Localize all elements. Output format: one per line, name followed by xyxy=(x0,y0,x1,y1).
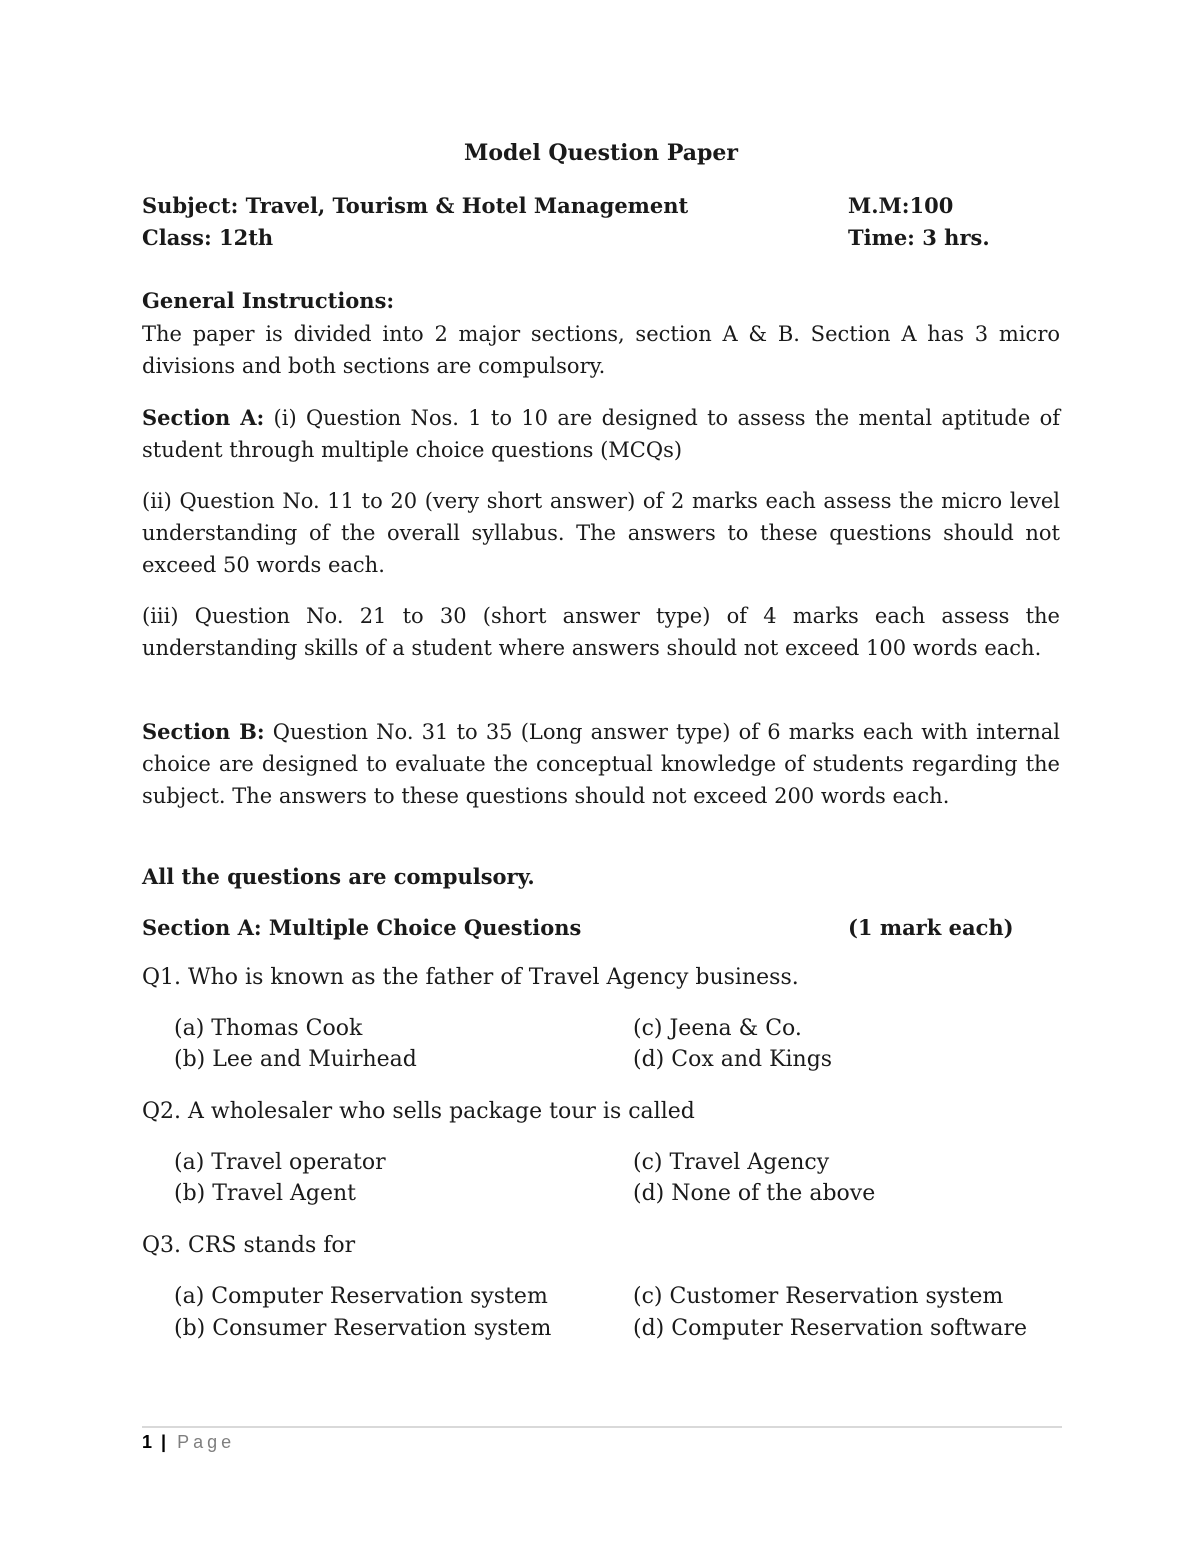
q3-option-d: (d) Computer Reservation software xyxy=(633,1316,1028,1341)
footer-separator: | xyxy=(161,1432,167,1452)
q1-option-a: (a) Thomas Cook xyxy=(174,1016,363,1041)
page-label: Page xyxy=(177,1432,236,1452)
max-marks: M.M:100 xyxy=(848,193,954,218)
section-a-instruction xyxy=(142,402,1060,466)
q1-option-b: (b) Lee and Muirhead xyxy=(174,1047,417,1072)
page-footer xyxy=(142,1432,235,1453)
question-2: Q2. A wholesaler who sells package tour is called xyxy=(142,1099,695,1124)
q2-option-c: (c) Travel Agency xyxy=(633,1150,830,1175)
q3-option-a: (a) Computer Reservation system xyxy=(174,1284,548,1309)
q2-option-d: (d) None of the above xyxy=(633,1181,876,1206)
q1-option-c: (c) Jeena & Co. xyxy=(633,1016,802,1041)
q3-option-c: (c) Customer Reservation system xyxy=(633,1284,1004,1309)
part-iii-instruction: (iii) Question No. 21 to 30 (short answer type) of 4 marks each assess the understanding skills of a student where answers should not exceed 100 words each. xyxy=(142,604,1060,660)
section-a-text: (i) Question Nos. 1 to 10 are designed to assess the mental aptitude of student through multiple choice questions (MCQs) xyxy=(142,406,1060,462)
question-3: Q3. CRS stands for xyxy=(142,1233,356,1258)
section-a-heading: Section A: Multiple Choice Questions xyxy=(142,915,582,940)
time-line: Time: 3 hrs. xyxy=(848,225,990,250)
page-number: 1 xyxy=(142,1432,153,1452)
q1-option-d: (d) Cox and Kings xyxy=(633,1047,833,1072)
q3-option-b: (b) Consumer Reservation system xyxy=(174,1316,552,1341)
instructions-intro: The paper is divided into 2 major sections, section A & B. Section A has 3 micro divisions and both sections are compulsory. xyxy=(142,322,1060,378)
section-a-label: Section A: xyxy=(142,405,265,430)
compulsory-note: All the questions are compulsory. xyxy=(142,864,535,889)
instructions-heading: General Instructions: xyxy=(142,288,395,313)
part-ii-instruction: (ii) Question No. 11 to 20 (very short answer) of 2 marks each assess the micro level understanding of the overall syllabus. The answers to these questions should not exceed 50 words each. xyxy=(142,489,1060,577)
subject-line: Subject: Travel, Tourism & Hotel Management xyxy=(142,193,689,218)
q2-option-a: (a) Travel operator xyxy=(174,1150,386,1175)
section-a-marks: (1 mark each) xyxy=(848,915,1014,940)
class-line: Class: 12th xyxy=(142,225,274,250)
section-b-text: Question No. 31 to 35 (Long answer type) of 6 marks each with internal choice are designed to evaluate the conceptual knowledge of students regarding the subject. The answers to these questions should not exceed 200 words each. xyxy=(142,720,1061,808)
question-1: Q1. Who is known as the father of Travel Agency business. xyxy=(142,965,799,990)
page-title: Model Question Paper xyxy=(464,140,738,166)
section-b-instruction xyxy=(142,716,1060,812)
footer-divider xyxy=(142,1426,1062,1428)
q2-option-b: (b) Travel Agent xyxy=(174,1181,357,1206)
section-b-label: Section B: xyxy=(142,719,265,744)
